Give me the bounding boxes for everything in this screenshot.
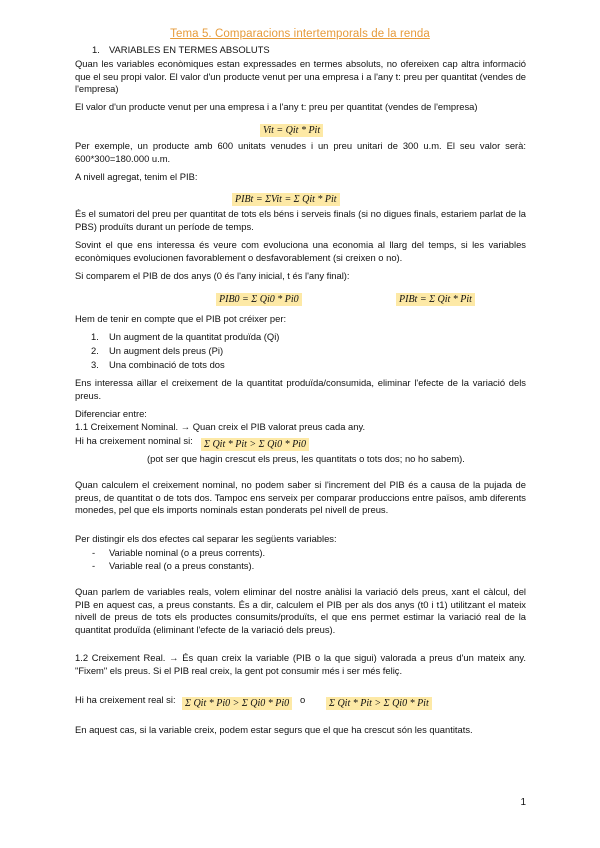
paragraph-separate-variables: Per distingir els dos efectes cal separar les següents variables: bbox=[75, 533, 337, 544]
section-heading: VARIABLES EN TERMES ABSOLUTS bbox=[109, 44, 270, 55]
list-item-text: Una combinació de tots dos bbox=[109, 359, 225, 370]
formula-connector: o bbox=[300, 694, 306, 705]
paragraph-nominal-note: (pot ser que hagin crescut els preus, les quantitats o tots dos; no ho sabem). bbox=[147, 453, 465, 464]
list-item-text: Variable real (o a preus constants). bbox=[109, 560, 255, 571]
paragraph-real-variables: Quan parlem de variables reals, volem eliminar del nostre anàlisi la variació dels preus, xant el càlcul, del PIB en aquest cas, a preus constants. És a dir, calculem el PIB per als dos anys (t0 i t1) utilitzant el mateix nivell de preus de tots els productes consumits/produïts, el que ens permet estimar la variació real de la quantitat produïda (eliminant l'efecte de la variació dels preus). bbox=[75, 586, 526, 635]
list-bullet: - bbox=[92, 547, 96, 558]
document-title: Tema 5. Comparacions intertemporals de la renda bbox=[170, 28, 430, 40]
paragraph-evolution: Sovint el que ens interessa és veure com evoluciona una economia al llarg del temps, si les variables econòmiques evolucionen favorablement o desfavorablement (si creixen o no). bbox=[75, 239, 526, 263]
section-number: 1. bbox=[92, 44, 100, 55]
paragraph-example: Per exemple, un producte amb 600 unitats venudes i un preu unitari de 300 u.m. El seu valor serà: 600*300=180.000 u.m. bbox=[75, 140, 526, 164]
paragraph-aggregate: A nivell agregat, tenim el PIB: bbox=[75, 171, 198, 182]
label-nominal-condition: Hi ha creixement nominal si: bbox=[75, 435, 193, 446]
list-item-number: 2. bbox=[91, 345, 99, 356]
page-number: 1 bbox=[520, 797, 526, 808]
formula-pib-initial-text: PIB0 = Σ Qi0 * Pi0 bbox=[216, 293, 302, 306]
formula-nominal-growth bbox=[201, 434, 309, 452]
formula-real-growth-b-text: Σ Qit * Pit > Σ Qi0 * Pit bbox=[326, 697, 432, 710]
paragraph-intro: Quan les variables econòmiques estan expressades en termes absoluts, no ofereixen cap altra informació que el seu propi valor. El valor d'un producte venut per una empresa i a l'any t: preu per quantitat (vendes de l'empresa) bbox=[75, 58, 526, 95]
paragraph-conclusion: En aquest cas, si la variable creix, podem estar segurs que el que ha crescut són les quantitats. bbox=[75, 724, 473, 735]
formula-real-growth-b bbox=[326, 693, 432, 711]
formula-real-growth-a-text: Σ Qit * Pi0 > Σ Qi0 * Pi0 bbox=[182, 697, 292, 710]
list-item-text: Un augment dels preus (Pi) bbox=[109, 345, 224, 356]
formula-pib-final-text: PIBt = Σ Qit * Pit bbox=[396, 293, 475, 306]
paragraph-growth-causes: Hem de tenir en compte que el PIB pot créixer per: bbox=[75, 313, 287, 324]
paragraph-sum-definition: És el sumatori del preu per quantitat de tots els béns i serveis finals (si no digues finals, estariem parlat de la PBS) produïts durant un període de temps. bbox=[75, 208, 526, 232]
paragraph-isolate-growth: Ens interessa aïllar el creixement de la quantitat produïda/consumida, eliminar l'efecte de la variació dels preus. bbox=[75, 377, 526, 401]
formula-pib-final bbox=[396, 289, 475, 307]
paragraph-differentiate: Diferenciar entre: bbox=[75, 408, 147, 419]
list-item-number: 1. bbox=[91, 331, 99, 342]
list-bullet: - bbox=[92, 560, 96, 571]
formula-nominal-growth-text: Σ Qit * Pit > Σ Qi0 * Pi0 bbox=[201, 438, 309, 451]
paragraph-compare-years: Si comparem el PIB de dos anys (0 és l'any inicial, t és l'any final): bbox=[75, 270, 350, 281]
label-real-condition: Hi ha creixement real si: bbox=[75, 694, 176, 705]
formula-real-growth-a bbox=[182, 693, 292, 711]
paragraph-nominal-growth: 1.1 Creixement Nominal. → Quan creix el PIB valorat preus cada any. bbox=[75, 421, 366, 432]
list-item-text: Variable nominal (o a preus corrents). bbox=[109, 547, 266, 558]
formula-product-value-text: Vit = Qit * Pit bbox=[260, 124, 323, 137]
list-item-text: Un augment de la quantitat produïda (Qi) bbox=[109, 331, 280, 342]
formula-pib-initial bbox=[216, 289, 302, 307]
paragraph-real-growth: 1.2 Creixement Real. → És quan creix la variable (PIB o la que sigui) valorada a preus d'un mateix any. "Fixem" els preus. Si el PIB real creix, la gent pot consumir més i ser més feliç. bbox=[75, 652, 526, 676]
formula-pib-text: PIBt = ΣVit = Σ Qit * Pit bbox=[232, 193, 340, 206]
list-item-number: 3. bbox=[91, 359, 99, 370]
paragraph-value-definition: El valor d'un producte venut per una empresa i a l'any t: preu per quantitat (vendes de l'empresa) bbox=[75, 101, 478, 112]
formula-pib bbox=[232, 189, 340, 207]
paragraph-nominal-limits: Quan calculem el creixement nominal, no podem saber si l'increment del PIB és a causa de la pujada de preus, de quantitat o de tots dos. Tampoc ens serveix per comparar produccions entre països, amb diferents monedes, pel que els imports nominals estan ponderats pel nivell de preus. bbox=[75, 479, 526, 516]
formula-product-value bbox=[260, 120, 323, 138]
